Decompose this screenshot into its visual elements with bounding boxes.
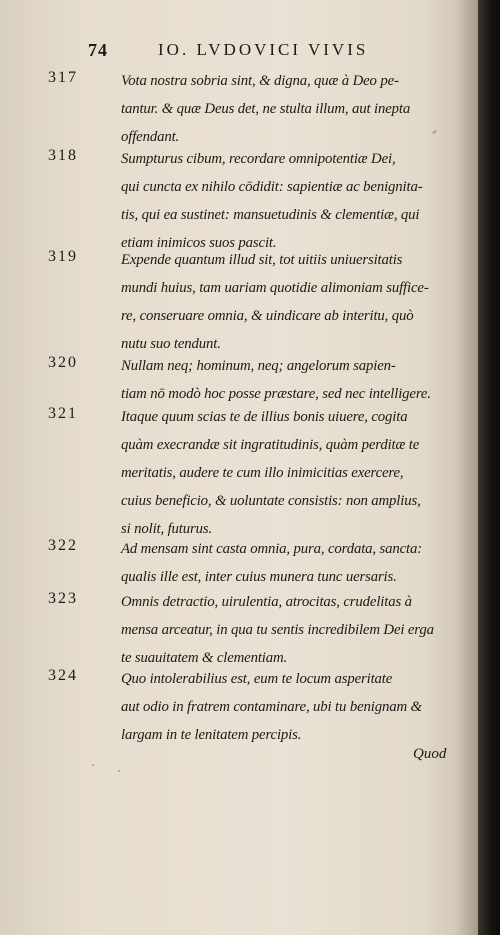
text-line: mundi huius, tam uariam quotidie alimoniam suffice- <box>121 280 429 296</box>
running-title: IO. LVDOVICI VIVIS <box>158 40 369 59</box>
text-line: Ad mensam sint casta omnia, pura, cordata, sancta: <box>121 541 423 557</box>
aphorism-number: 324 <box>48 667 78 684</box>
text-line: nutu suo tendunt. <box>121 336 221 352</box>
catchword: Quod <box>413 746 447 762</box>
text-line: tiam nō modò hoc posse præstare, sed nec intelligere. <box>121 386 431 402</box>
text-line: Sumpturus cibum, recordare omnipotentiæ Dei, <box>121 151 396 167</box>
page-number: 74 <box>88 40 108 60</box>
ink-speck <box>432 130 437 135</box>
aphorism-number: 317 <box>48 69 78 86</box>
text-line: cuius beneficio, & uoluntate consistis: non amplius, <box>121 493 421 509</box>
text-line: Vota nostra sobria sint, & digna, quæ à Deo pe- <box>121 73 399 89</box>
ink-speck <box>118 770 120 772</box>
text-line: tis, qui ea sustinet: mansuetudinis & clementiæ, qui <box>121 207 420 223</box>
aphorism-number: 318 <box>48 147 78 164</box>
text-line: Omnis detractio, uirulentia, atrocitas, crudelitas à <box>121 594 412 610</box>
text-line: si nolit, futurus. <box>121 521 213 537</box>
text-line: Expende quantum illud sit, tot uitiis uniuersitatis <box>121 252 403 268</box>
text-line: etiam inimicos suos pascit. <box>121 235 277 251</box>
aphorism-number: 320 <box>48 354 78 371</box>
text-line: meritatis, audere te cum illo inimicitias exercere, <box>121 465 404 481</box>
text-line: Quo intolerabilius est, eum te locum asperitate <box>121 671 393 687</box>
text-line: tantur. & quæ Deus det, ne stulta illum, aut inepta <box>121 101 411 117</box>
text-line: Itaque quum scias te de illius bonis uiuere, cogita <box>121 409 408 425</box>
aphorism-number: 321 <box>48 405 78 422</box>
text-line: quàm execrandæ sit ingratitudinis, quàm perditæ te <box>121 437 420 453</box>
text-line: qualis ille est, inter cuius munera tunc uersaris. <box>121 569 397 585</box>
ink-speck <box>92 764 94 766</box>
text-line: offendant. <box>121 129 180 145</box>
text-line: Nullam neq; hominum, neq; angelorum sapien- <box>121 358 396 374</box>
text-line: qui cuncta ex nihilo cōdidit: sapientiæ ac benignita- <box>121 179 423 195</box>
book-edge <box>478 0 500 935</box>
aphorism-number: 322 <box>48 537 78 554</box>
text-line: te suauitatem & clementiam. <box>121 650 288 666</box>
text-line: re, conseruare omnia, & uindicare ab interitu, quò <box>121 308 414 324</box>
aphorism-number: 319 <box>48 248 78 265</box>
text-line: mensa arceatur, in qua tu sentis incredibilem Dei erga <box>121 622 434 638</box>
page-header <box>88 40 448 64</box>
aphorism-number: 323 <box>48 590 78 607</box>
text-line: aut odio in fratrem contaminare, ubi tu benignam & <box>121 699 422 715</box>
text-line: largam in te lenitatem percipis. <box>121 727 302 743</box>
